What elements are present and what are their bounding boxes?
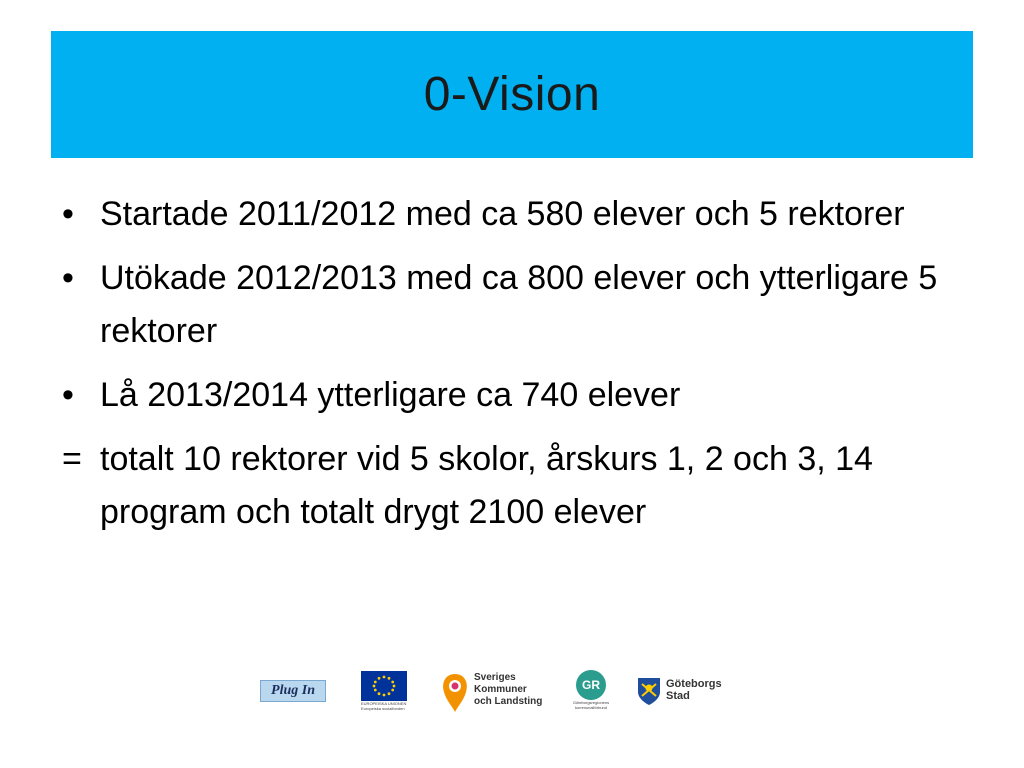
eu-stars-icon — [361, 671, 407, 701]
bullet-item — [58, 369, 968, 422]
partner-logos — [258, 668, 738, 716]
bullet-marker: • — [62, 195, 74, 233]
gbg-name-line1: Göteborgs — [666, 678, 722, 690]
coat-of-arms-icon — [636, 676, 662, 706]
bullet-text: Utökade 2012/2013 med ca 800 elever och ytterligare 5 rektorer — [100, 259, 938, 350]
title-band — [51, 31, 973, 158]
skl-name-line1: Sveriges — [474, 672, 516, 683]
gbg-name-line2: Stad — [666, 690, 690, 702]
plug-in-logo: Plug In — [260, 680, 326, 702]
skl-figure-icon — [438, 670, 472, 714]
bullet-text: totalt 10 rektorer vid 5 skolor, årskurs 1, 2 och 3, 14 program och totalt drygt 2100 elever — [100, 440, 873, 531]
bullet-text: Lå 2013/2014 ytterligare ca 740 elever — [100, 376, 681, 414]
eu-caption-sub: Europeiska socialfonden — [361, 706, 405, 711]
eu-logo — [361, 671, 409, 711]
skl-name-line3: och Landsting — [474, 696, 543, 707]
slide-title: 0-Vision — [423, 68, 601, 121]
eu-flag-icon — [361, 671, 407, 701]
goteborgs-stad-logo — [636, 676, 736, 712]
bullet-list — [58, 188, 968, 550]
gr-logo — [571, 670, 611, 714]
bullet-marker: • — [62, 259, 74, 297]
skl-logo — [438, 670, 548, 714]
bullet-text: Startade 2011/2012 med ca 580 elever och 5 rektorer — [100, 195, 905, 233]
gr-caption: Göteborgsregionens kommunalförbund — [572, 700, 610, 710]
bullet-marker: = — [62, 440, 82, 478]
gr-mark: GR — [576, 670, 606, 700]
bullet-item — [58, 252, 968, 358]
bullet-marker: • — [62, 376, 74, 414]
eu-caption: EUROPEISKA UNIONEN — [361, 701, 407, 706]
skl-name-line2: Kommuner — [474, 684, 527, 695]
bullet-item — [58, 188, 968, 241]
bullet-item — [58, 433, 968, 539]
